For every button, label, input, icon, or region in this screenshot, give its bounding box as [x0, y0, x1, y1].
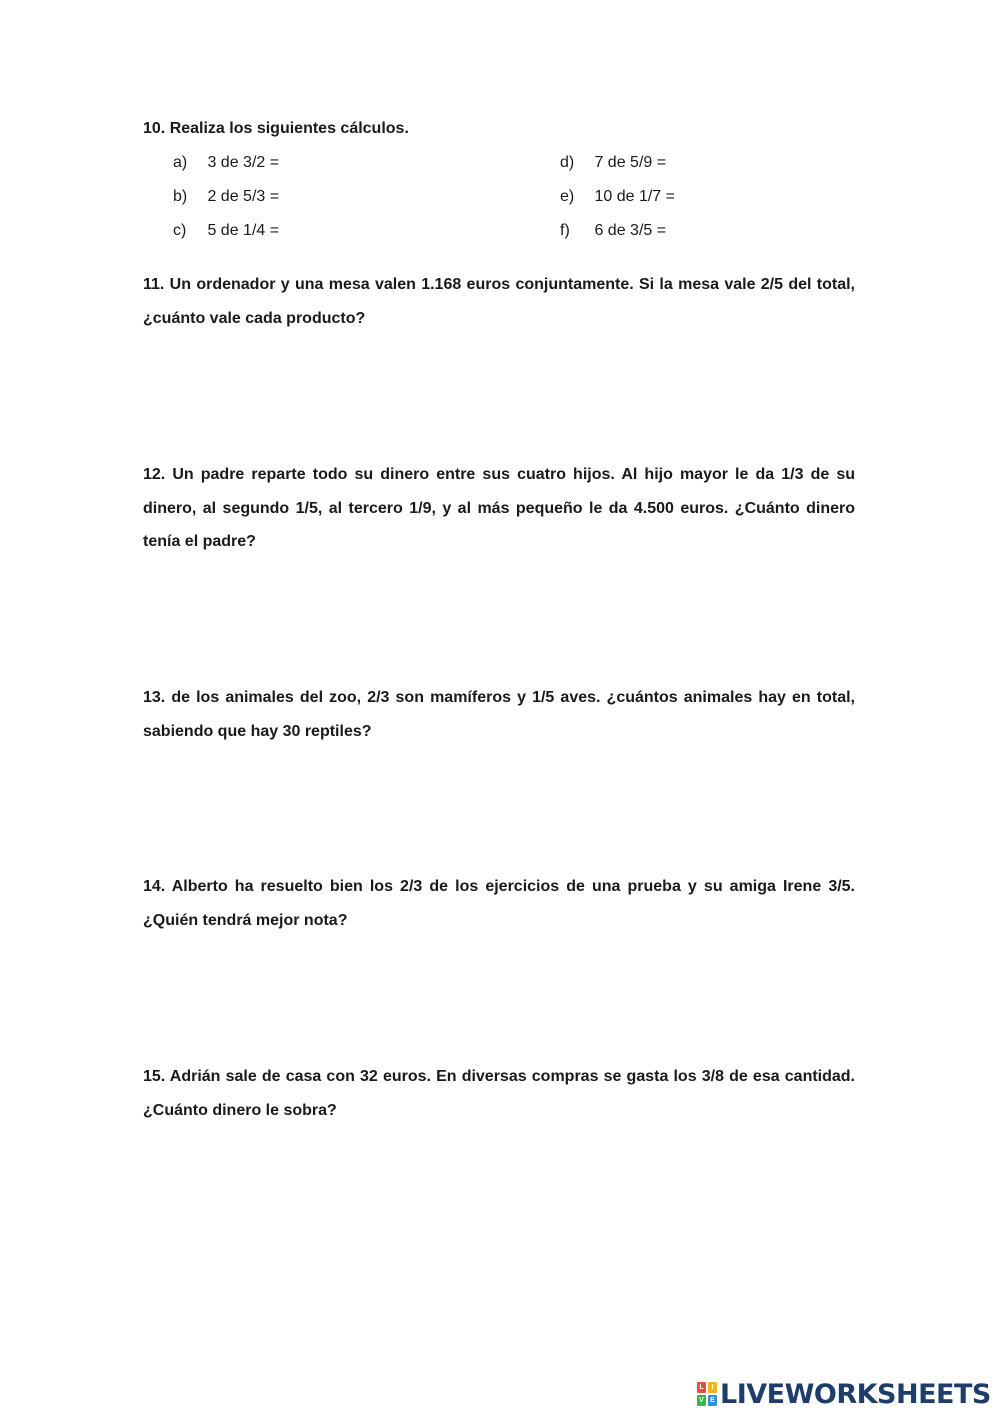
calc-expression: 6 de 3/5 = — [594, 222, 667, 239]
problem-11: 11. Un ordenador y una mesa valen 1.168 euros conjuntamente. Si la mesa vale 2/5 del total, ¿cuánto vale cada producto? — [143, 276, 855, 327]
calc-letter: d) — [560, 154, 575, 171]
calc-letter: c) — [173, 222, 187, 239]
calc-item-b — [173, 188, 279, 206]
calc-expression: 5 de 1/4 = — [207, 222, 280, 239]
calc-item-d — [560, 154, 666, 172]
calc-letter: a) — [173, 154, 188, 171]
logo-text: LIVEWORKSHEETS — [720, 1378, 991, 1410]
problem-12: 12. Un padre reparte todo su dinero entre sus cuatro hijos. Al hijo mayor le da 1/3 de su dinero, al segundo 1/5, al tercero 1/9, y al más pequeño le da 4.500 euros. ¿Cuánto dinero tenía el padre? — [143, 466, 855, 550]
logo-mark-icon — [697, 1382, 717, 1406]
problem-13: 13. de los animales del zoo, 2/3 son mamíferos y 1/5 aves. ¿cuántos animales hay en total, sabiendo que hay 30 reptiles? — [143, 689, 855, 740]
problem-15: 15. Adrián sale de casa con 32 euros. En diversas compras se gasta los 3/8 de esa cantidad. ¿Cuánto dinero le sobra? — [143, 1068, 855, 1119]
calc-letter: e) — [560, 188, 575, 205]
logo-mark-cell: I — [708, 1382, 717, 1393]
calc-item-a — [173, 154, 279, 172]
logo-mark-cell: E — [708, 1395, 717, 1406]
liveworksheets-logo — [697, 1377, 991, 1411]
calc-expression: 7 de 5/9 = — [594, 154, 667, 171]
calc-item-e — [560, 188, 675, 206]
logo-mark-cell: V — [697, 1395, 706, 1406]
calc-expression: 3 de 3/2 = — [207, 154, 280, 171]
calc-expression: 10 de 1/7 = — [594, 188, 675, 205]
calc-item-c — [173, 222, 279, 240]
calc-item-f — [560, 222, 666, 240]
problem-14: 14. Alberto ha resuelto bien los 2/3 de los ejercicios de una prueba y su amiga Irene 3/5. ¿Quién tendrá mejor nota? — [143, 878, 855, 929]
logo-mark-cell: L — [697, 1382, 706, 1393]
calc-letter: f) — [560, 222, 570, 239]
calc-letter: b) — [173, 188, 188, 205]
question-10-title: 10. Realiza los siguientes cálculos. — [143, 120, 409, 137]
calc-expression: 2 de 5/3 = — [207, 188, 280, 205]
